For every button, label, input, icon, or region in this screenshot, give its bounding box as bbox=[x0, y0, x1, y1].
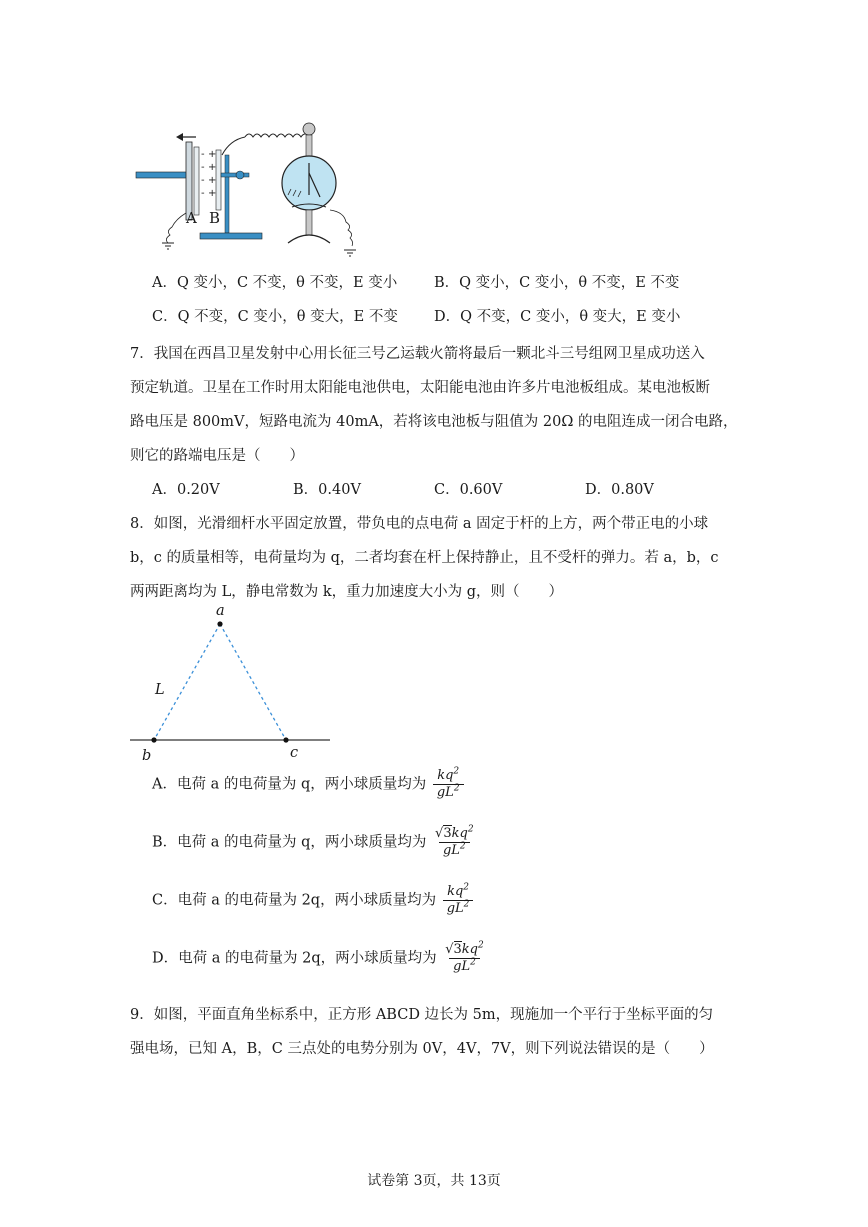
q7-line2: 预定轨道。卫星在工作时用太阳能电池供电，太阳能电池由许多片电池板组成。某电池板断 bbox=[130, 380, 710, 396]
svg-text:+: + bbox=[208, 162, 217, 173]
q7-option-d: D．0.80V bbox=[585, 482, 654, 498]
q8-option-c bbox=[152, 884, 473, 917]
fig-label-a: A bbox=[186, 209, 197, 227]
q6-option-d: D．Q 不变，C 变小，θ 变大，E 变小 bbox=[434, 309, 681, 325]
mass-fraction: $\frac{√3kq^2}{gL^2}$ bbox=[445, 940, 484, 974]
svg-text:+: + bbox=[208, 188, 217, 199]
q6-option-a: A．Q 变小，C 不变，θ 不变，E 变小 bbox=[152, 275, 398, 291]
fraction-numerator: kq bbox=[451, 826, 468, 841]
sqrt-radicand: 3 bbox=[443, 826, 452, 841]
q7-line1: 7．我国在西昌卫星发射中心用长征三号乙运载火箭将最后一颗北斗三号组网卫星成功送入 bbox=[130, 346, 705, 362]
q6-option-c: C．Q 不变，C 变小，θ 变大，E 不变 bbox=[152, 309, 398, 325]
sqrt-radicand: 3 bbox=[453, 942, 462, 957]
svg-text:-: - bbox=[201, 175, 205, 186]
fig-point-a: a bbox=[216, 603, 225, 619]
svg-text:-: - bbox=[201, 149, 205, 160]
fraction-numerator: kq bbox=[447, 884, 464, 899]
q7-line3: 路电压是 800mV，短路电流为 40mA，若将该电池板与阻值为 20Ω 的电阻连成一闭合电路， bbox=[130, 414, 738, 430]
capacitor-electroscope-figure bbox=[130, 115, 370, 260]
q8-option-b bbox=[152, 826, 476, 859]
q7-option-b: B．0.40V bbox=[293, 482, 361, 498]
mass-fraction: $\frac{√3kq^2}{gL^2}$ bbox=[435, 824, 474, 858]
fig-length-l: L bbox=[155, 682, 165, 698]
q8-line2: b，c 的质量相等，电荷量均为 q，二者均套在杆上保持静止，且不受杆的弹力。若 a，b，c bbox=[130, 550, 719, 566]
mass-fraction: $\frac{kq^2}{gL^2}$ bbox=[433, 768, 464, 801]
q8-option-d-text: D．电荷 a 的电荷量为 2q，两小球质量均为 bbox=[152, 950, 437, 967]
fig-point-b: b bbox=[142, 748, 152, 764]
svg-text:-: - bbox=[201, 188, 205, 199]
fraction-numerator: kq bbox=[437, 768, 454, 783]
q8-option-d bbox=[152, 942, 486, 975]
fraction-denominator: gL bbox=[453, 959, 471, 974]
q9-line2: 强电场，已知 A，B，C 三点处的电势分别为 0V，4V，7V，则下列说法错误的是（ ） bbox=[130, 1041, 714, 1057]
q9-line1: 9．如图，平面直角坐标系中，正方形 ABCD 边长为 5m，现施加一个平行于坐标平面的匀 bbox=[130, 1007, 714, 1023]
q8-line1: 8．如图，光滑细杆水平固定放置，带负电的点电荷 a 固定于杆的上方，两个带正电的小球 bbox=[130, 516, 709, 532]
q8-option-b-text: B．电荷 a 的电荷量为 q，两小球质量均为 bbox=[152, 834, 427, 851]
svg-text:-: - bbox=[201, 162, 205, 173]
page-footer: 试卷第 3页，共 13页 bbox=[367, 1173, 501, 1189]
q8-option-a-text: A．电荷 a 的电荷量为 q，两小球质量均为 bbox=[152, 776, 427, 793]
svg-text:+: + bbox=[208, 175, 217, 186]
q7-line4: 则它的路端电压是（ ） bbox=[130, 448, 304, 464]
q8-line3: 两两距离均为 L，静电常数为 k，重力加速度大小为 g，则（ ） bbox=[130, 584, 564, 600]
q6-option-b: B．Q 变小，C 变小，θ 不变，E 不变 bbox=[434, 275, 680, 291]
svg-text:+: + bbox=[208, 149, 217, 160]
q8-option-c-text: C．电荷 a 的电荷量为 2q，两小球质量均为 bbox=[152, 892, 437, 909]
fraction-denominator: gL bbox=[436, 785, 454, 800]
mass-fraction: $\frac{kq^2}{gL^2}$ bbox=[443, 884, 474, 917]
q7-option-a: A．0.20V bbox=[152, 482, 220, 498]
fraction-numerator: kq bbox=[461, 942, 478, 957]
fig-point-c: c bbox=[290, 745, 299, 761]
fraction-denominator: gL bbox=[442, 843, 460, 858]
q7-option-c: C．0.60V bbox=[434, 482, 503, 498]
q8-option-a bbox=[152, 768, 464, 801]
fraction-denominator: gL bbox=[446, 901, 464, 916]
fig-label-b: B bbox=[209, 209, 221, 227]
